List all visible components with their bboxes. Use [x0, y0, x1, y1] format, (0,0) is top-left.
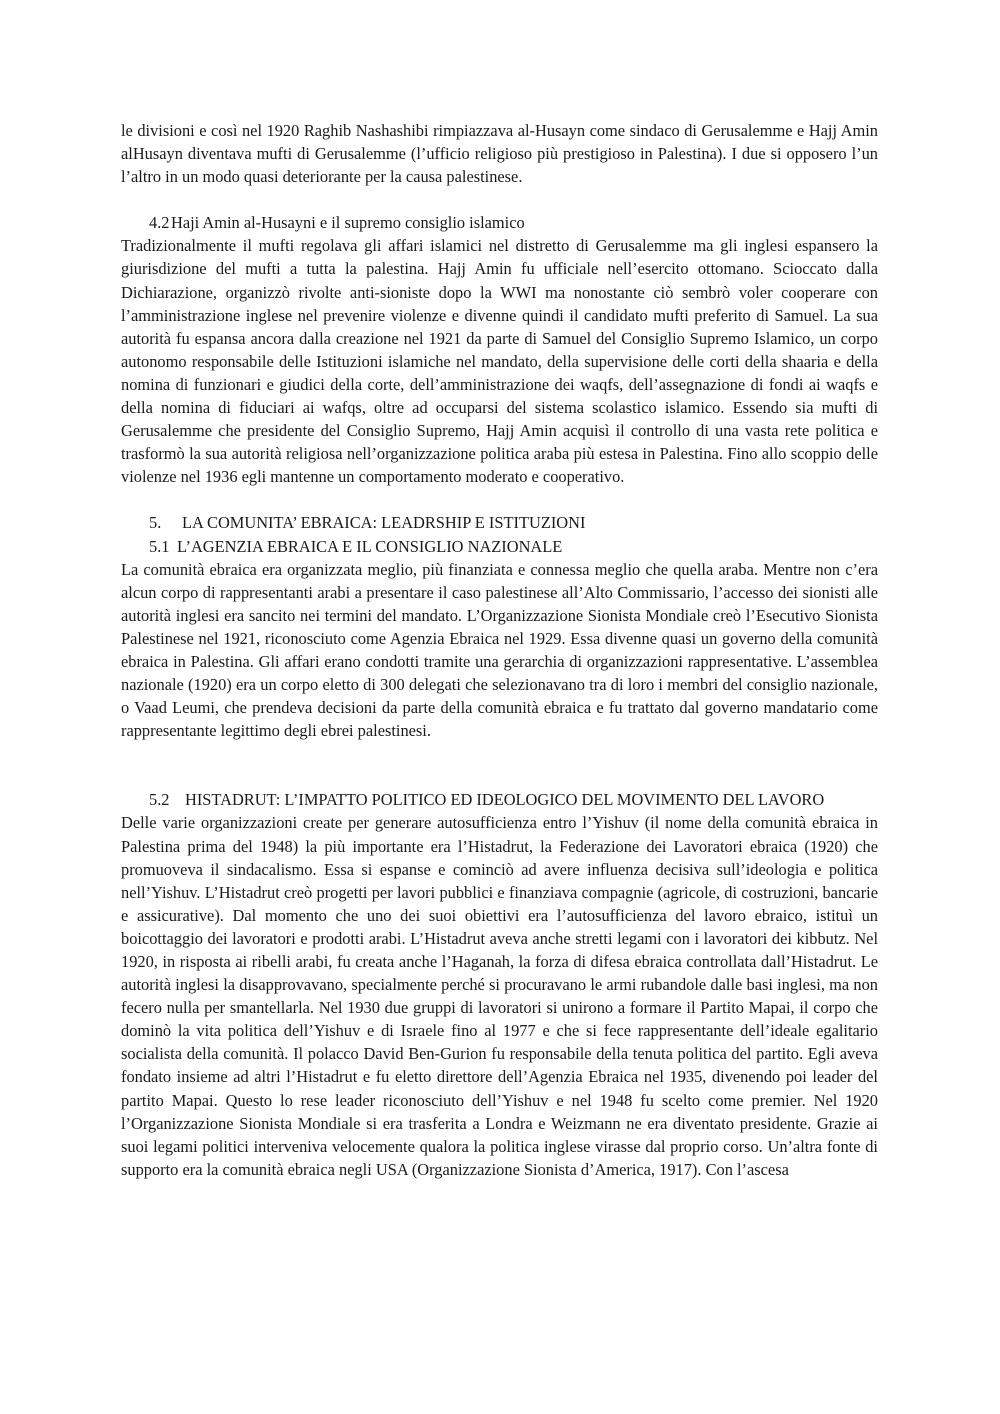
intro-paragraph: le divisioni e così nel 1920 Raghib Nashashibi rimpiazzava al-Husayn come sindaco di Gerusalemme e Hajj Amin alHusayn diventava mufti di Gerusalemme (l’ufficio religioso più prestigioso in Palestina). I due si opposero l’un l’altro in un modo quasi deteriorante per la causa palestinese.: [121, 121, 878, 187]
section-5-2-heading: [121, 788, 878, 811]
section-number: 5.2: [149, 790, 170, 810]
spacer: [121, 188, 878, 211]
section-5-1-body: La comunità ebraica era organizzata meglio, più finanziata e connessa meglio che quella araba. Mentre non c’era alcun corpo di rappresentanti arabi a presentare il caso palestinese all’Alto Commissario, l’accesso dei sionisti alle autorità inglesi era sancito nei termini del mandato. L’Organizzazione Sionista Mondiale creò l’Esecutivo Sionista Palestinese nel 1921, riconosciuto come Agenzia Ebraica nel 1929. Essa divenne quasi un governo della comunità ebraica in Palestina. Gli affari erano condotti tramite una gerarchia di organizzazioni rappresentative. L’assemblea nazionale (1920) era un corpo eletto di 300 delegati che selezionavano tra di loro i membri del consiglio nazionale, o Vaad Leumi, che prendeva decisioni da parte della comunità ebraica e fu trattato dal governo mandatario come rappresentante legittimo degli ebrei palestinesi.: [121, 559, 878, 741]
section-title: Haji Amin al-Husayni e il supremo consiglio islamico: [171, 213, 525, 233]
section-title: LA COMUNITA’ EBRAICA: LEADRSHIP E ISTITUZIONI: [182, 513, 586, 533]
section-5-2-body: Delle varie organizzazioni create per generare autosufficienza entro l’Yishuv (il nome della comunità ebraica in Palestina prima del 1948) la più importante era l’Histadrut, la Federazione dei Lavoratori ebraica (1920) che promuoveva il sindacalismo. Essa si espanse e cominciò ad avere influenza decisiva sull’ideologia e politica nell’Yishuv. L’Histadrut creò progetti per lavori pubblici e finanziava compagnie (agricole, di costruzioni, bancarie e assicurative). Dal momento che uno dei suoi obiettivi era l’autosufficienza del lavoro ebraico, istituì un boicottaggio dei lavoratori e prodotti arabi. L’Histadrut aveva anche stretti legami con i lavoratori dei kibbutz. Nel 1920, in risposta ai ribelli arabi, fu creata anche l’Haganah, la forza di difesa ebraica controllata dall’Histadrut. Le autorità inglesi la disapprovavano, specialmente perché si procuravano le armi rubandole dalle basi inglesi, ma non fecero nulla per smantellarla. Nel 1930 due gruppi di lavoratori si unirono a formare il Partito Mapai, il corpo che dominò la vita politica dell’Yishuv e di Israele fino al 1977 e che si fece rappresentante dell’ideale egalitario socialista della comunità. Il polacco David Ben-Gurion fu responsabile della tenuta politica del partito. Egli aveva fondato insieme ad altri l’Histadrut e fu eletto direttore dell’Agenzia Ebraica nel 1935, divenendo poi leader del partito Mapai. Questo lo rese leader riconosciuto dell’Yishuv e nel 1948 fu scelto come premier. Nel 1920 l’Organizzazione Sionista Mondiale si era trasferita a Londra e Weizmann ne era diventato presidente. Grazie ai suoi legami politici interveniva velocemente qualora la politica inglese virasse dal proprio corso. Un’altra fonte di supporto era la comunità ebraica negli USA (Organizzazione Sionista d’America, 1917). Con l’ascesa: [121, 813, 878, 1179]
section-number: 4.2: [149, 213, 170, 233]
spacer: [121, 742, 878, 788]
section-5-1-heading: [121, 535, 878, 558]
section-number: 5.1: [149, 536, 170, 556]
spacer: [121, 488, 878, 511]
section-number: 5.: [149, 513, 162, 533]
section-4-2-body: Tradizionalmente il mufti regolava gli affari islamici nel distretto di Gerusalemme ma gli inglesi espansero la giurisdizione del mufti a tutta la palestina. Hajj Amin fu ufficiale nell’esercito ottomano. Scioccato dalla Dichiarazione, organizzò rivolte anti-sioniste dopo la WWI ma nonostante ciò sembrò voler cooperare con l’amministrazione inglese nel prevenire violenze e divenne quindi il candidato mufti preferito di Samuel. La sua autorità fu espansa ancora dalla creazione nel 1921 da parte di Samuel del Consiglio Supremo Islamico, un corpo autonomo responsabile delle Istituzioni islamiche nel mandato, della supervisione delle corti della shaaria e della nomina di funzionari e giudici della corte, dell’amministrazione dei waqfs, dell’assegnazione di fondi ai waqfs e della nomina di fiduciari ai wafqs, oltre ad occuparsi del sistema scolastico islamico. Essendo sia mufti di Gerusalemme che presidente del Consiglio Supremo, Hajj Amin acquisì il controllo di una vasta rete politica e trasformò la sua autorità religiosa nell’organizzazione politica araba più estesa in Palestina. Fino allo scoppio delle violenze nel 1936 egli mantenne un comportamento moderato e cooperativo.: [121, 236, 878, 487]
section-title: L’AGENZIA EBRAICA E IL CONSIGLIO NAZIONALE: [177, 536, 563, 556]
section-title: HISTADRUT: L’IMPATTO POLITICO ED IDEOLOGICO DEL MOVIMENTO DEL LAVORO: [185, 790, 825, 810]
section-5-heading: [121, 511, 878, 534]
section-4-2-heading: [121, 211, 878, 234]
document-page: [121, 119, 878, 1181]
